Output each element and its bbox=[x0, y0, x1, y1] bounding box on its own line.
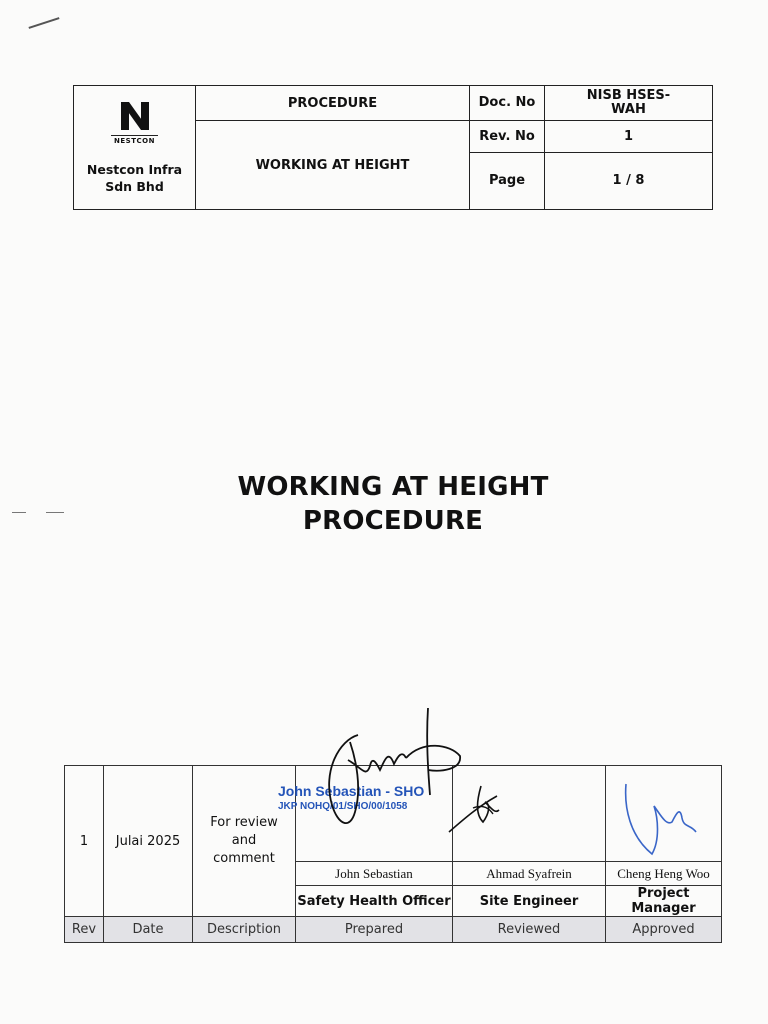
description-value: For review and comment bbox=[193, 766, 296, 917]
prepared-name: John Sebastian bbox=[296, 862, 453, 886]
rev-value: 1 bbox=[65, 766, 104, 917]
rev-label: Rev bbox=[65, 917, 104, 943]
date-label: Date bbox=[104, 917, 193, 943]
reviewed-name: Ahmad Syafrein bbox=[453, 862, 606, 886]
doc-no-label: Doc. No bbox=[470, 86, 545, 121]
approved-signature bbox=[620, 778, 710, 860]
description-label: Description bbox=[193, 917, 296, 943]
document-title bbox=[0, 470, 768, 538]
page-label: Page bbox=[470, 153, 545, 210]
approved-role: Project Manager bbox=[606, 886, 722, 917]
paper-mark bbox=[28, 17, 59, 29]
logo-wordmark: NESTCON bbox=[111, 135, 158, 145]
date-value: Julai 2025 bbox=[104, 766, 193, 917]
nestcon-logo-icon bbox=[117, 100, 153, 132]
title-line-2: PROCEDURE bbox=[302, 506, 484, 536]
doc-no-value: NISB HSES-WAH bbox=[545, 86, 713, 121]
rev-no-label: Rev. No bbox=[470, 121, 545, 153]
stamp-name: John Sebastian - SHO bbox=[278, 783, 425, 799]
reviewed-role: Site Engineer bbox=[453, 886, 606, 917]
stamp-registration: JKP NOHQ/01/SHO/00/1058 bbox=[278, 801, 408, 812]
reviewed-label: Reviewed bbox=[453, 917, 606, 943]
approved-label: Approved bbox=[606, 917, 722, 943]
procedure-title: WORKING AT HEIGHT bbox=[196, 121, 470, 210]
prepared-label: Prepared bbox=[296, 917, 453, 943]
company-name: Nestcon Infra Sdn Bhd bbox=[86, 162, 183, 194]
rev-no-value: 1 bbox=[545, 121, 713, 153]
procedure-label: PROCEDURE bbox=[196, 86, 470, 121]
title-line-1: WORKING AT HEIGHT bbox=[237, 472, 549, 502]
approved-name: Cheng Heng Woo bbox=[606, 862, 722, 886]
reviewed-signature bbox=[445, 780, 505, 836]
page-value: 1 / 8 bbox=[545, 153, 713, 210]
company-cell bbox=[74, 86, 196, 210]
prepared-role: Safety Health Officer bbox=[296, 886, 453, 917]
document-header bbox=[73, 85, 713, 210]
